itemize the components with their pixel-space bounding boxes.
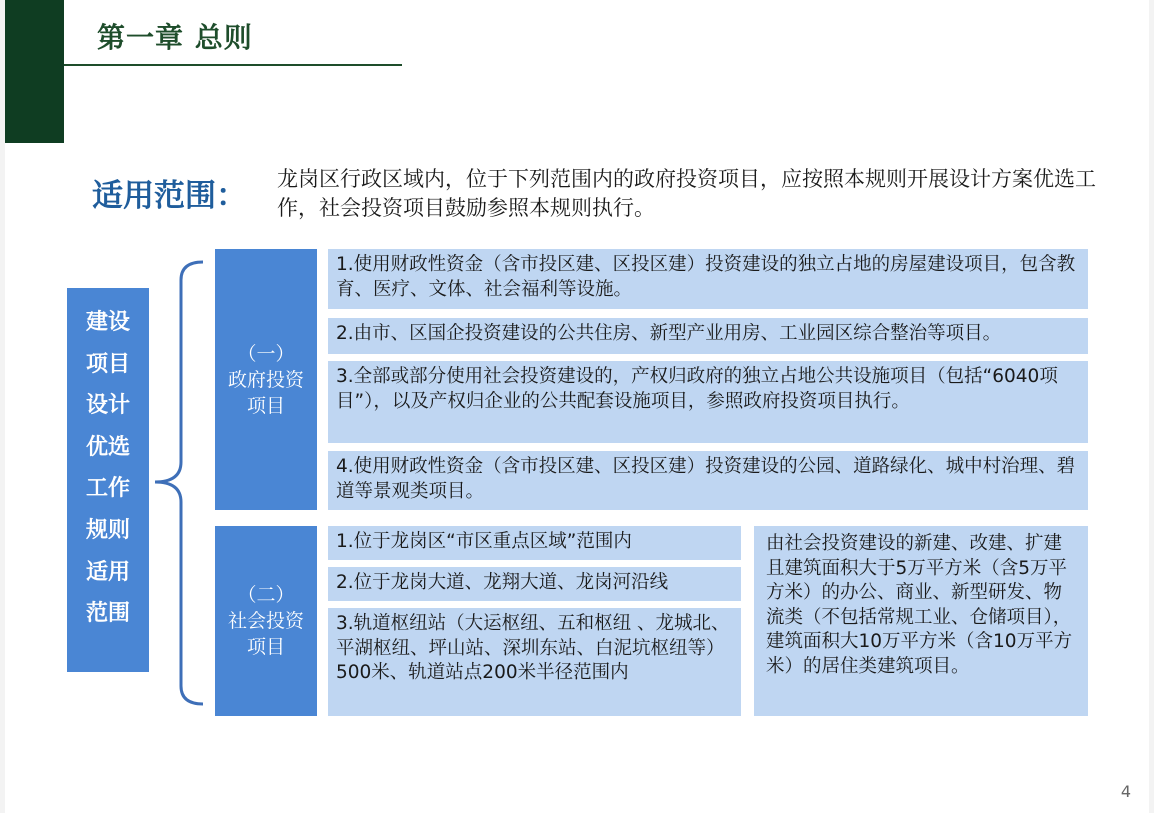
rule-title-line: 适用 <box>85 559 130 585</box>
rule-title-box <box>67 288 149 672</box>
scope-description: 龙岗区行政区域内，位于下列范围内的政府投资项目，应按照本规则开展设计方案优选工作，社会投资项目鼓励参照本规则执行。 <box>277 167 1096 220</box>
social-item-2: 2.位于龙岗大道、龙翔大道、龙岗河沿线 <box>328 567 741 601</box>
rule-title-line: 建设 <box>85 310 130 335</box>
chapter-title: 第一章 总则 <box>97 21 253 54</box>
curly-brace <box>149 258 215 708</box>
category-label: 社会投资 <box>227 610 304 632</box>
government-investment-box <box>215 249 317 510</box>
social-investment-box <box>215 526 317 716</box>
rule-title-line: 规则 <box>85 517 130 543</box>
slide <box>5 0 1149 813</box>
category-label: （二） <box>237 584 295 606</box>
title-underline <box>64 64 402 66</box>
category-label: （一） <box>237 342 295 365</box>
page-number: 4 <box>1120 782 1131 801</box>
rule-title-line: 优选 <box>85 434 130 460</box>
government-item-1: 1.使用财政性资金（含市投区建、区投区建）投资建设的独立占地的房屋建设项目，包含教育、医疗、文体、社会福利等设施。 <box>328 249 1088 309</box>
social-item-1: 1.位于龙岗区“市区重点区域”范围内 <box>328 526 741 560</box>
header-accent-bar <box>5 0 64 143</box>
social-condition-box: 由社会投资建设的新建、改建、扩建且建筑面积大于5万平方米（含5万平方米）的办公、商业、新型研发、物流类（不包括常规工业、仓储项目），建筑面积大10万平方米（含10万平方米）的居住类建筑项目。 <box>754 526 1088 716</box>
social-item-3: 3.轨道枢纽站（大运枢纽、五和枢纽 、龙城北、平湖枢纽、坪山站、深圳东站、白泥坑枢纽等）500米、轨道站点200米半径范围内 <box>328 608 741 716</box>
rule-title-line: 项目 <box>85 351 130 377</box>
government-item-4: 4.使用财政性资金（含市投区建、区投区建）投资建设的公园、道路绿化、城中村治理、碧道等景观类项目。 <box>328 451 1088 510</box>
government-item-3: 3.全部或部分使用社会投资建设的，产权归政府的独立占地公共设施项目（包括“6040项目”），以及产权归企业的公共配套设施项目，参照政府投资项目执行。 <box>328 361 1088 443</box>
government-item-2: 2.由市、区国企投资建设的公共住房、新型产业用房、工业园区综合整治等项目。 <box>328 318 1088 354</box>
rule-title-line: 范围 <box>85 601 130 627</box>
rule-title-line: 工作 <box>85 476 130 502</box>
category-label: 项目 <box>246 394 285 417</box>
rule-title-line: 设计 <box>85 393 130 419</box>
scope-heading: 适用范围： <box>92 178 247 214</box>
category-label: 项目 <box>246 636 285 658</box>
category-label: 政府投资 <box>227 368 304 391</box>
